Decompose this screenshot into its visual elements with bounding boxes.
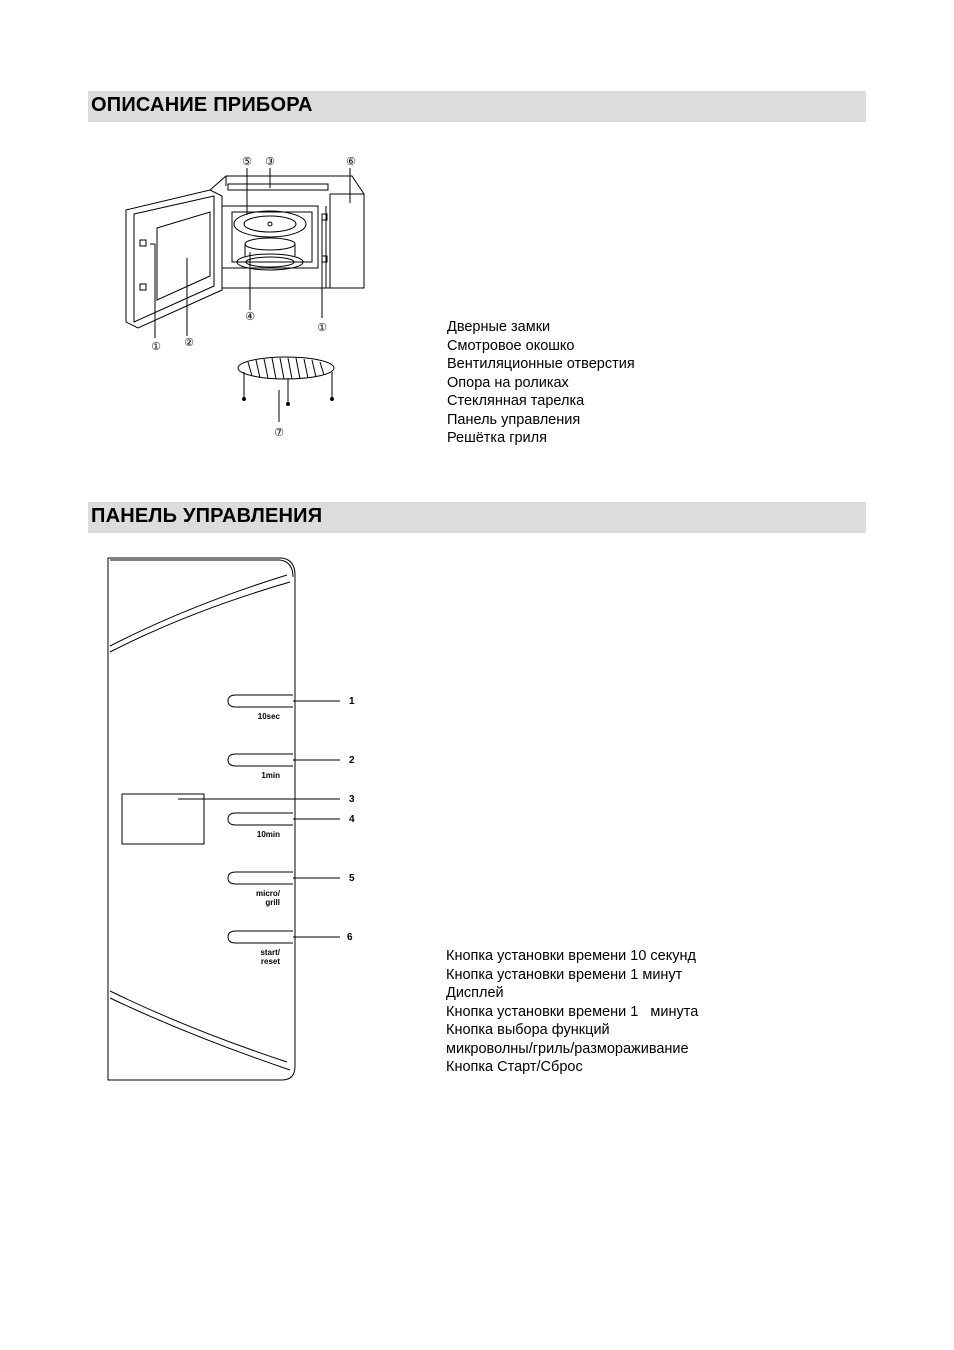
legend-item: Вентиляционные отверстия xyxy=(447,356,635,372)
legend-item: Кнопка выбора функций xyxy=(446,1022,610,1038)
button-label-1min: 1min xyxy=(261,771,280,780)
marker-5: ⑤ xyxy=(242,156,252,168)
legend-item: Дисплей xyxy=(446,985,504,1001)
button-label-10sec: 10sec xyxy=(257,712,280,721)
legend-item: Решётка гриля xyxy=(447,430,547,446)
marker-2: ② xyxy=(184,337,194,349)
marker-1-body: ① xyxy=(317,322,327,334)
button-label-start-reset: start/ reset xyxy=(260,948,280,966)
legend-item: Кнопка установки времени 1 минут xyxy=(446,966,683,983)
legend-item: Кнопка установки времени 1 минута xyxy=(446,1003,699,1020)
legend-item: Кнопка Старт/Сброс xyxy=(446,1059,583,1075)
button-label-10min: 10min xyxy=(256,830,280,839)
button-label-micro-grill: micro/ grill xyxy=(255,889,280,907)
legend-item: Стеклянная тарелка xyxy=(447,393,585,409)
legend-item: Опора на роликах xyxy=(447,374,569,391)
marker-1-door: ① xyxy=(151,341,161,353)
legend-item: Дверные замки xyxy=(447,319,551,335)
callout-2: 2 xyxy=(349,755,355,766)
callout-1: 1 xyxy=(349,696,355,707)
callout-5: 5 xyxy=(349,873,355,884)
marker-6: ⑥ xyxy=(346,156,356,168)
section-title-control-panel: ПАНЕЛЬ УПРАВЛЕНИЯ xyxy=(91,505,323,527)
legend-item: Панель управления xyxy=(447,411,581,428)
callout-3: 3 xyxy=(349,794,355,805)
legend-item: Кнопка установки времени 10 секунд xyxy=(446,948,696,964)
marker-7: ⑦ xyxy=(274,427,284,439)
legend-item: микроволны/гриль/размораживание xyxy=(446,1040,689,1057)
callout-6: 6 xyxy=(347,932,353,943)
callout-4: 4 xyxy=(349,814,355,825)
legend-item: Смотровое окошко xyxy=(447,337,575,354)
panel-legend xyxy=(446,947,698,1077)
marker-3: ③ xyxy=(265,156,275,168)
marker-4: ④ xyxy=(245,311,255,323)
section-title-description: ОПИСАНИЕ ПРИБОРА xyxy=(91,94,313,116)
